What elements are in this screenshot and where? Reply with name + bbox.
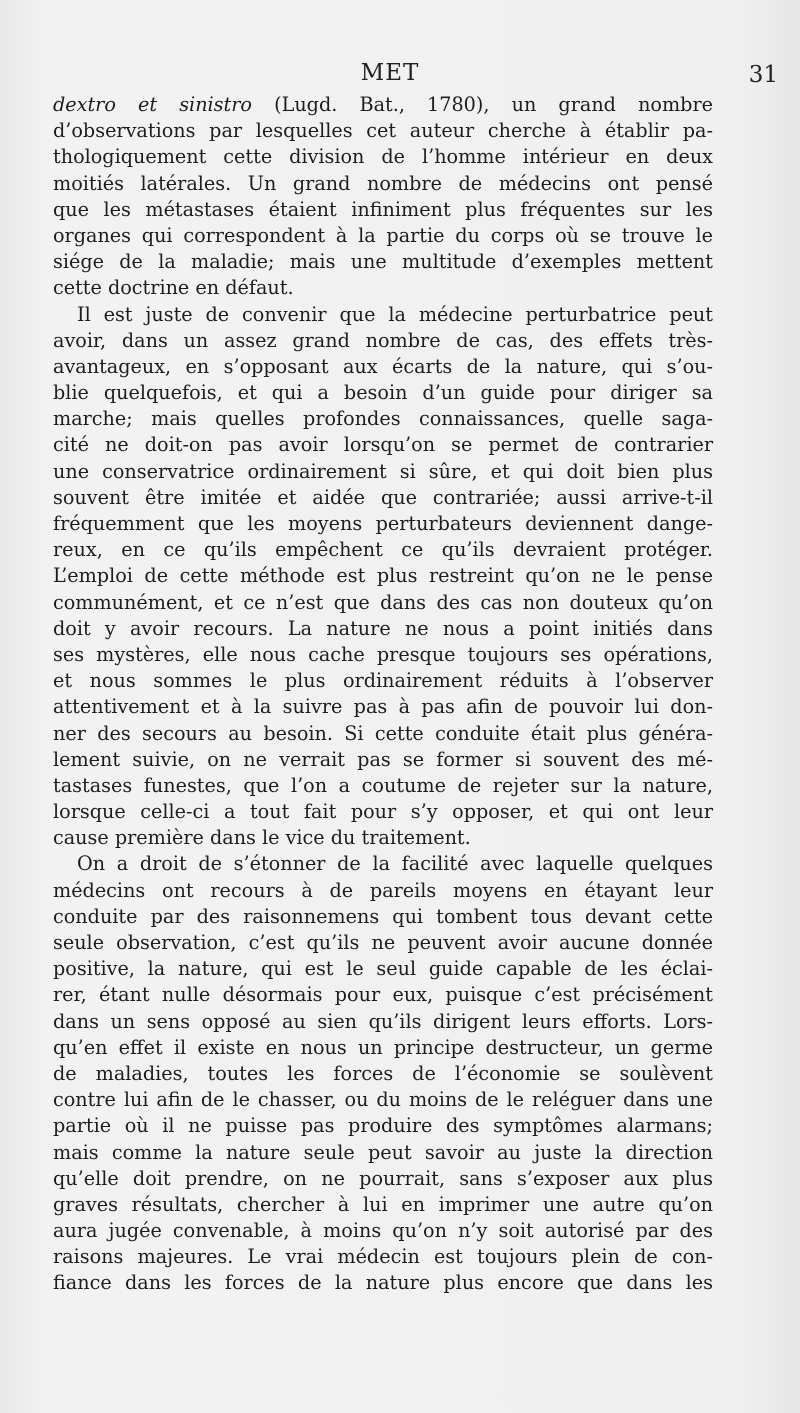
text-line: raisons majeures. Le vrai médecin est toujours plein de con-: [53, 1245, 713, 1269]
running-head: [0, 60, 800, 90]
text-line: fréquemment que les moyens perturbateurs deviennent dange-: [53, 512, 713, 535]
text-line: thologiquement cette division de l’homme intérieur en deux: [53, 145, 713, 169]
text-line: reux, en ce qu’ils empêchent ce qu’ils devraient protéger.: [53, 538, 713, 562]
text-line: lement suivie, on ne verrait pas se former si souvent des mé-: [53, 747, 713, 771]
text-line: mais comme la nature seule peut savoir au juste la direction: [53, 1140, 713, 1164]
text-line: dans un sens opposé au sien qu’ils dirigent leurs efforts. Lors-: [53, 1009, 713, 1033]
text-line: dextro et sinistro (Lugd. Bat., 1780), un grand nombre: [53, 93, 713, 116]
text-line: Il est juste de convenir que la médecine perturbatrice peut: [77, 302, 713, 326]
text-line: ses mystères, elle nous cache presque toujours ses opérations,: [53, 642, 713, 666]
text-line: siége de la maladie; mais une multitude d’exemples mettent: [53, 250, 713, 274]
text-line: moitiés latérales. Un grand nombre de médecins ont pensé: [53, 171, 713, 195]
running-head-title: MET: [360, 60, 420, 86]
text-line: d’observations par lesquelles cet auteur cherche à établir pa-: [53, 119, 713, 143]
text-line: fiance dans les forces de la nature plus encore que dans les: [53, 1271, 713, 1295]
text-line: partie où il ne puisse pas produire des symptômes alarmans;: [53, 1114, 713, 1138]
text-line: avoir, dans un assez grand nombre de cas, des effets très-: [53, 328, 713, 352]
text-line: tastases funestes, que l’on a coutume de rejeter sur la nature,: [53, 773, 713, 797]
text-line: conduite par des raisonnemens qui tombent tous devant cette: [53, 904, 713, 928]
italic-phrase: dextro et sinistro: [53, 93, 252, 116]
text-line: souvent être imitée et aidée que contrariée; aussi arrive-t-il: [53, 485, 713, 509]
text-line: marche; mais quelles profondes connaissances, quelle saga-: [53, 407, 713, 431]
text-line: ner des secours au besoin. Si cette conduite était plus généra-: [53, 721, 713, 745]
text-line: de maladies, toutes les forces de l’économie se soulèvent: [53, 1061, 713, 1085]
text-line: lorsque celle-ci a tout fait pour s’y opposer, et qui ont leur: [53, 800, 713, 824]
text-line: graves résultats, chercher à lui en imprimer une autre qu’on: [53, 1192, 713, 1216]
body-text: [53, 92, 713, 1297]
text-line: et nous sommes le plus ordinairement réduits à l’observer: [53, 669, 713, 693]
text-line: aura jugée convenable, à moins qu’on n’y soit autorisé par des: [53, 1219, 713, 1243]
page-number: 31: [748, 62, 778, 88]
text-line: seule observation, c’est qu’ils ne peuvent avoir aucune donnée: [53, 931, 713, 954]
text-line: communément, et ce n’est que dans des cas non douteux qu’on: [53, 590, 713, 614]
text-line: qu’elle doit prendre, on ne pourrait, sans s’exposer aux plus: [53, 1166, 713, 1190]
text-line: blie quelquefois, et qui a besoin d’un guide pour diriger sa: [53, 381, 713, 405]
text-line: avantageux, en s’opposant aux écarts de la nature, qui s’ou-: [53, 354, 713, 378]
text-line: On a droit de s’étonner de la facilité avec laquelle quelques: [77, 852, 713, 876]
text-line: une conservatrice ordinairement si sûre, et qui doit bien plus: [53, 459, 713, 483]
text-line: cité ne doit-on pas avoir lorsqu’on se permet de contrarier: [53, 433, 713, 457]
text-line: doit y avoir recours. La nature ne nous a point initiés dans: [53, 616, 713, 640]
text-line: attentivement et à la suivre pas à pas afin de pouvoir lui don-: [53, 695, 713, 719]
text-line: qu’en effet il existe en nous un principe destructeur, un germe: [53, 1035, 713, 1059]
text-line: positive, la nature, qui est le seul guide capable de les éclai-: [53, 957, 713, 981]
text-line: contre lui afin de le chasser, ou du moins de le reléguer dans une: [53, 1088, 713, 1112]
text-line: organes qui correspondent à la partie du corps où se trouve le: [53, 223, 713, 247]
text-line: cause première dans le vice du traitement.: [53, 826, 471, 850]
text-line: rer, étant nulle désormais pour eux, puisque c’est précisément: [53, 983, 713, 1007]
text-line: L’emploi de cette méthode est plus restreint qu’on ne le pense: [53, 564, 713, 588]
text-line: médecins ont recours à de pareils moyens en étayant leur: [53, 878, 713, 902]
text-line: que les métastases étaient infiniment plus fréquentes sur les: [53, 197, 713, 221]
text-line: cette doctrine en défaut.: [53, 276, 294, 300]
